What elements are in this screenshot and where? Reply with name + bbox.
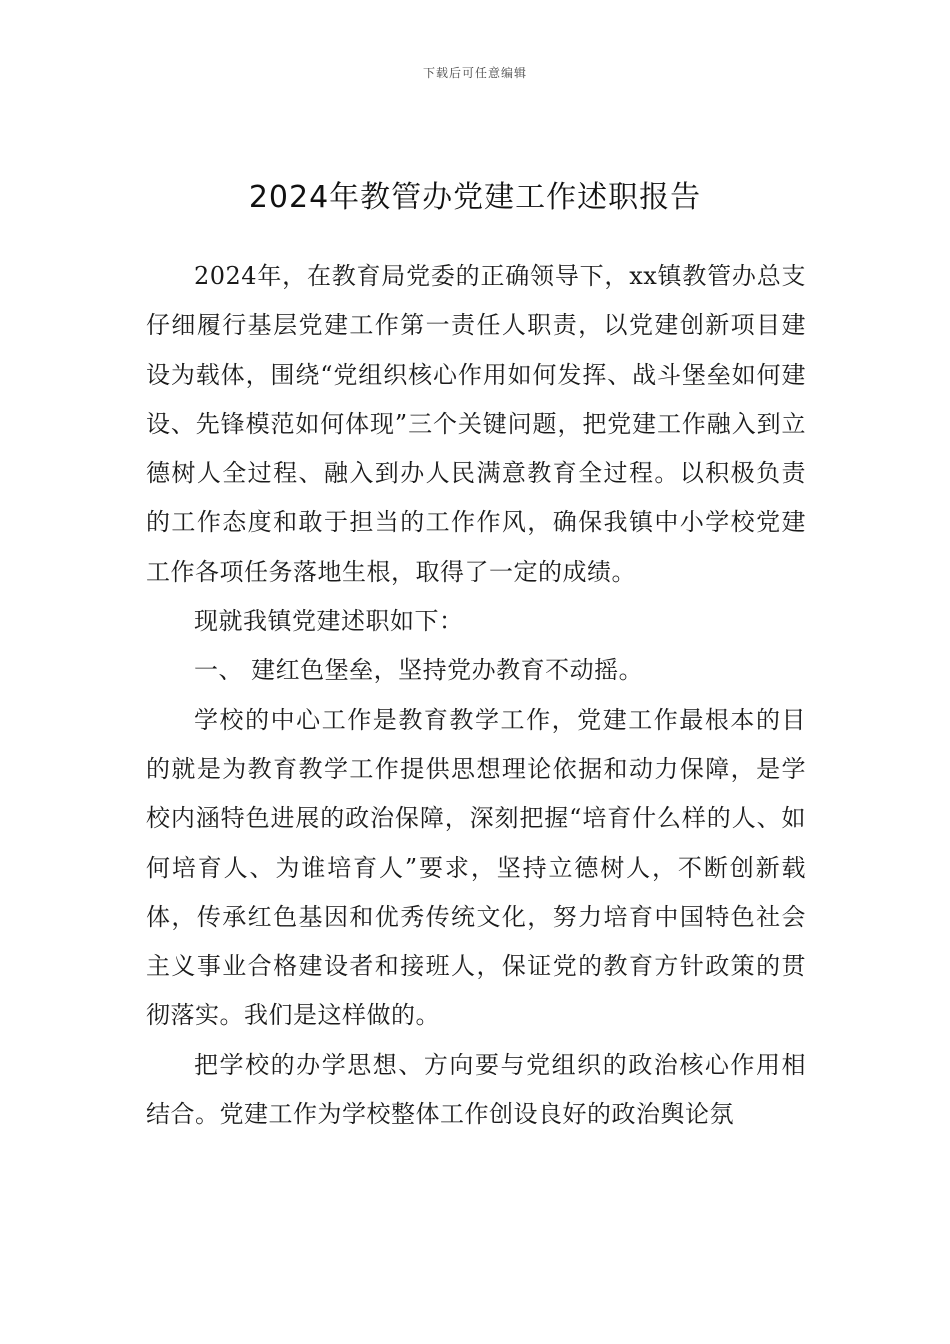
document-title: 2024年教管办党建工作述职报告 xyxy=(248,180,702,215)
paragraph-section-1: 学校的中心工作是教育教学工作，党建工作最根本的目的就是为教育教学工作提供思想理论依据和动力保障，是学校内涵特色进展的政治保障，深刻把握“培育什么样的人、如何培育人、为谁培育人”要求，坚持立德树人，不断创新载体，传承红色基因和优秀传统文化，努力培育中国特色社会主义事业合格建设者和接班人，保证党的教育方针政策的贯彻落实。我们是这样做的。 xyxy=(146,705,806,1030)
section-heading-1: 一、 建红色堡垒，坚持党办教育不动摇。 xyxy=(194,656,644,685)
header-note: 下载后可任意编辑 xyxy=(422,66,527,80)
paragraph-section-1-cont: 把学校的办学思想、方向要与党组织的政治核心作用相结合。党建工作为学校整体工作创设良好的政治舆论氛 xyxy=(146,1050,806,1129)
document-body xyxy=(146,252,806,1139)
paragraph-intro: 2024年，在教育局党委的正确领导下，xx镇教管办总支仔细履行基层党建工作第一责任人职责，以党建创新项目建设为载体，围绕“党组织核心作用如何发挥、战斗堡垒如何建设、先锋模范如何体现”三个关键问题，把党建工作融入到立德树人全过程、融入到办人民满意教育全过程。以积极负责的工作态度和敢于担当的工作作风，确保我镇中小学校党建工作各项任务落地生根，取得了一定的成绩。 xyxy=(146,262,806,586)
paragraph-lead-in: 现就我镇党建述职如下： xyxy=(194,607,464,636)
